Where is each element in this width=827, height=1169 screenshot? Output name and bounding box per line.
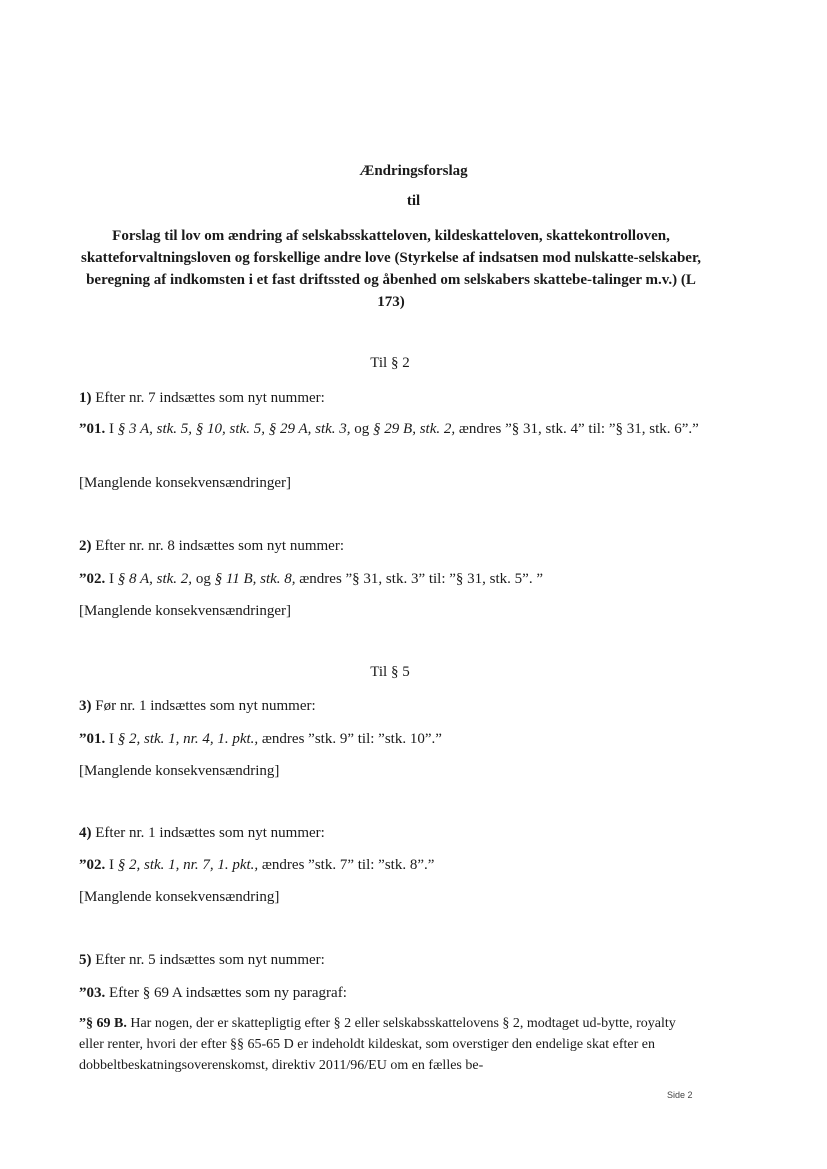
law-reference: § 11 B, stk. 8, bbox=[214, 571, 296, 587]
amendment-intro bbox=[79, 695, 699, 717]
amendment-body bbox=[79, 568, 699, 590]
text-segment: Efter § 69 A indsættes som ny paragraf: bbox=[105, 985, 347, 1001]
amendment-body bbox=[79, 728, 699, 750]
section-heading: Til § 2 bbox=[370, 355, 410, 371]
text-segment: ændres ”stk. 9” til: ”stk. 10”.” bbox=[258, 731, 442, 747]
section-heading: Til § 5 bbox=[370, 664, 410, 680]
bill-subtitle: Forslag til lov om ændring af selskabsskatteloven, kildeskatteloven, skattekontrolloven, skatteforvaltningsloven og forskellige andre love (Styrkelse af indsatsen mod nulskatte-selskaber, beregning af indkomsten i et fast driftssted og åbenhed om selskabers skattebe-talinger m.v.) (L 173) bbox=[80, 228, 701, 310]
amendment-note: [Manglende konsekvensændring] bbox=[79, 763, 280, 779]
amendment-lead: ”03. bbox=[79, 985, 106, 1001]
amendment-intro bbox=[79, 387, 699, 409]
law-reference: § 29 B, stk. 2, bbox=[373, 421, 456, 437]
amendment-number: 3) bbox=[79, 698, 92, 714]
amendment-intro-text: Efter nr. 1 indsættes som nyt nummer: bbox=[91, 825, 325, 841]
law-reference: § 2, stk. 1, nr. 7, 1. pkt., bbox=[117, 857, 259, 873]
amendment-intro-text: Efter nr. 5 indsættes som nyt nummer: bbox=[91, 952, 325, 968]
amendment-number: 5) bbox=[79, 952, 92, 968]
law-reference: § 8 A, stk. 2, bbox=[117, 571, 193, 587]
text-segment: I bbox=[105, 421, 118, 437]
amendment-intro bbox=[79, 535, 699, 557]
amendment-intro-text: Før nr. 1 indsættes som nyt nummer: bbox=[91, 698, 316, 714]
amendment-lead: ”01. bbox=[79, 421, 106, 437]
amendment-intro bbox=[79, 822, 699, 844]
amendment-note: [Manglende konsekvensændringer] bbox=[79, 475, 292, 491]
amendment-lead: ”02. bbox=[79, 571, 106, 587]
title-til: til bbox=[406, 193, 421, 209]
text-segment: og bbox=[350, 421, 374, 437]
amendment-number: 1) bbox=[79, 390, 92, 406]
paragraph-body: Har nogen, der er skattepligtig efter § 2 eller selskabsskattelovens § 2, modtaget ud-bytte, royalty eller renter, hvori der efter §§ 65-65 D er indeholdt kildeskat, som overstiger den endelige skat efter en dobbeltbeskatningsoverenskomst, direktiv 2011/96/EU om en fælles be- bbox=[79, 1016, 676, 1073]
amendment-intro-text: Efter nr. 7 indsættes som nyt nummer: bbox=[91, 390, 325, 406]
text-segment: ændres ”stk. 7” til: ”stk. 8”.” bbox=[258, 857, 435, 873]
text-segment: I bbox=[105, 857, 118, 873]
amendment-lead: ”02. bbox=[79, 857, 106, 873]
page-title: Ændringsforslag bbox=[359, 163, 468, 179]
amendment-number: 4) bbox=[79, 825, 92, 841]
text-segment: I bbox=[105, 731, 118, 747]
page-number: Side 2 bbox=[667, 1090, 693, 1100]
amendment-intro bbox=[79, 949, 699, 971]
text-segment: I bbox=[105, 571, 118, 587]
amendment-lead: ”01. bbox=[79, 731, 106, 747]
paragraph-lead: ”§ 69 B. bbox=[79, 1016, 127, 1031]
amendment-number: 2) bbox=[79, 538, 92, 554]
amendment-note: [Manglende konsekvensændring] bbox=[79, 889, 280, 905]
text-segment: ændres ”§ 31, stk. 4” til: ”§ 31, stk. 6”.” bbox=[455, 421, 699, 437]
paragraph-text bbox=[79, 1013, 691, 1076]
amendment-body bbox=[79, 418, 699, 440]
law-reference: § 3 A, stk. 5, § 10, stk. 5, § 29 A, stk. 3, bbox=[117, 421, 351, 437]
amendment-note: [Manglende konsekvensændringer] bbox=[79, 603, 292, 619]
amendment-intro-text: Efter nr. nr. 8 indsættes som nyt nummer: bbox=[91, 538, 344, 554]
text-segment: og bbox=[192, 571, 215, 587]
amendment-body bbox=[79, 854, 699, 876]
law-reference: § 2, stk. 1, nr. 4, 1. pkt., bbox=[117, 731, 259, 747]
text-segment: ændres ”§ 31, stk. 3” til: ”§ 31, stk. 5”. ” bbox=[295, 571, 543, 587]
amendment-body bbox=[79, 982, 699, 1004]
